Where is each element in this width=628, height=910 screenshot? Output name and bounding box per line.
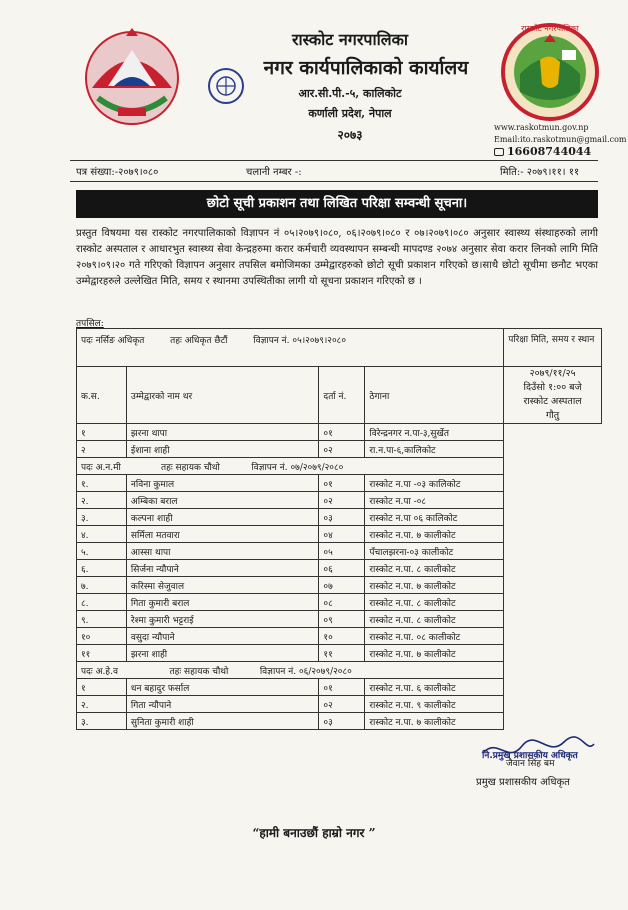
cell-name: धन बहादुर फर्साल (126, 679, 319, 696)
section3-post: पदः अ.हे.व (81, 666, 118, 677)
cell-address: रास्कोट न.पा. ७ कालीकोट (365, 713, 504, 730)
table-row (77, 611, 602, 628)
cell-address: रास्कोट न.पा ०६ कालिकोट (365, 509, 504, 526)
advertisement-label: विज्ञापन नं. ०५।२०७९।२०८० (253, 336, 347, 346)
cell-address: रास्कोट न.पा -०३ कालिकोट (365, 475, 504, 492)
col-sn: क.स. (77, 367, 127, 424)
cell-sn: ७. (77, 577, 127, 594)
notice-body: प्रस्तुत विषयमा यस रास्कोट नगरपालिकाको विज्ञापन नं ०५।२०७९।०८०, ०६।२०७९।०८० र ०७।२०७९।०८० अनुसार स्वास्थ्य संस्थाहरुको लागी रास्कोट अस्पताल र आधारभुत स्वास्थ्य सेवा केन्द्रहरुमा करार कर्मचारी व्यवस्थापन सम्बन्धी मापदण्ड २०७४ अनुसार सेवा करार लिनको लागि मिति २०७९।०९।२० गते गरिएको विज्ञापन अनुसार तपसिल बमोजिमका उम्मेद्वारहरुको छोटो सूची प्रकाशन गरिएको छ।साथै छोटो सूचीमा छनौट भएका उम्मेद्वारहरुले उल्लेखित मिति, समय र स्थानमा उपस्थितीका लागी यो सूचना प्रकाशन गरिएको छ । (76, 228, 598, 287)
candidate-table (76, 328, 602, 730)
table-row (77, 492, 602, 509)
cell-sn: ८. (77, 594, 127, 611)
slogan-text: “हामी बनाउछौं हाम्रो नगर ” (252, 826, 376, 840)
cell-sn: २ (77, 441, 127, 458)
municipality-name: रास्कोट नगरपालिका (291, 30, 409, 49)
letter-date: मिति:- २०७९।११। ११ (500, 167, 580, 178)
cell-name: गिता कुमारी बराल (126, 594, 319, 611)
signatory-title: प्रमुख प्रशासकीय अधिकृत (476, 777, 570, 788)
cell-address: रास्कोट न.पा. ७ कालीकोट (365, 577, 504, 594)
cell-name: सिर्जना न्यौपाने (126, 560, 319, 577)
exam-info-cell (504, 367, 602, 424)
letter-number: पत्र संख्या:-२०७९।०८० (76, 167, 159, 178)
group2-rows (77, 475, 602, 662)
section2-post: पदः अ.न.मी (81, 462, 121, 473)
cell-name: नविना कुमाल (126, 475, 319, 492)
cell-address: रास्कोट न.पा. ८ कालीकोट (365, 594, 504, 611)
cell-sn: ३. (77, 713, 127, 730)
cell-address: रास्कोट न.पा. ९ कालीकोट (365, 696, 504, 713)
post-info-cell (77, 329, 504, 367)
table-row (77, 424, 602, 441)
cell-address: विरेन्द्रनगर न.पा-३,सुर्खेत (365, 424, 504, 441)
cell-roll: ०१ (319, 424, 365, 441)
table-row (77, 526, 602, 543)
office-province: कर्णाली प्रदेश, नेपाल (308, 107, 392, 120)
post-label: पदः नर्सिङ अधिकृत (81, 336, 145, 346)
contact-block (494, 122, 626, 158)
municipality-logo (500, 22, 600, 122)
phone-icon (494, 148, 504, 156)
cell-name: ईशाना शाही (126, 441, 319, 458)
cell-sn: १ (77, 679, 127, 696)
cell-roll: ०६ (319, 560, 365, 577)
municipality-logo-text: रास्कोट नगरपालिका (521, 24, 579, 33)
cell-address: रास्कोट न.पा -०८ (365, 492, 504, 509)
table-row (77, 594, 602, 611)
website-text: www.raskotmun.gov.np (494, 123, 589, 132)
cell-roll: ०२ (319, 492, 365, 509)
details-label: तपसिल: (76, 319, 104, 329)
table-row (77, 543, 602, 560)
table-row (77, 560, 602, 577)
table-row (77, 509, 602, 526)
cell-roll: ०५ (319, 543, 365, 560)
cell-sn: १ (77, 424, 127, 441)
cell-roll: ०४ (319, 526, 365, 543)
cell-name: सुनिता कुमारी शाही (126, 713, 319, 730)
cell-sn: ५. (77, 543, 127, 560)
cell-name: वसुदा न्यौपाने (126, 628, 319, 645)
col-name: उम्मेद्वारको नाम थर (126, 367, 319, 424)
cell-sn: १० (77, 628, 127, 645)
cell-name: आस्सा थापा (126, 543, 319, 560)
cell-address: रास्कोट न.पा. ६ कालीकोट (365, 679, 504, 696)
cell-sn: ६. (77, 560, 127, 577)
cell-roll: ०२ (319, 441, 365, 458)
column-header-row (77, 367, 602, 424)
cell-sn: ३. (77, 509, 127, 526)
cell-address: रास्कोट न.पा. ८ कालीकोट (365, 611, 504, 628)
cell-address: रा.न.पा-६,कालिकोट (365, 441, 504, 458)
exam-venue: रास्कोट अस्पताल (523, 396, 582, 407)
exam-header-cell: परिक्षा मिति, समय र स्थान (504, 329, 602, 367)
cell-sn: २. (77, 492, 127, 509)
nepal-emblem-logo (78, 28, 186, 128)
section3-header (77, 662, 602, 679)
cell-sn: १. (77, 475, 127, 492)
table-row (77, 645, 602, 662)
established-year: २०७३ (337, 128, 363, 142)
cell-address: पँचालझरना-०३ कालीकोट (365, 543, 504, 560)
section2-level: तहः सहायक चौथो (160, 462, 220, 473)
divider-top (70, 160, 598, 161)
cell-roll: ०२ (319, 696, 365, 713)
dispatch-number: चलानी नम्बर -: (246, 167, 302, 178)
cell-name: झरना शाही (126, 645, 319, 662)
notice-title: छोटो सूची प्रकाशन तथा लिखित परिक्षा सम्वन्धी सूचना। (76, 190, 598, 218)
cell-name: झरना थापा (126, 424, 319, 441)
cell-roll: १० (319, 628, 365, 645)
col-address: ठेगाना (365, 367, 504, 424)
cell-address: रास्कोट न.पा. ०८ कालीकोट (365, 628, 504, 645)
cell-roll: ०९ (319, 611, 365, 628)
cell-name: सर्मिला मतवारा (126, 526, 319, 543)
exam-time: दिउँसो १:०० बजे (523, 382, 582, 393)
cell-name: गिता न्यौपाने (126, 696, 319, 713)
exam-place: गौतु (545, 410, 560, 421)
signature-stamp-text: नि.प्रमुख प्रशासकीय अधिकृत (482, 751, 578, 761)
cell-roll: ०१ (319, 475, 365, 492)
cell-sn: ११ (77, 645, 127, 662)
table-row (77, 628, 602, 645)
table-row (77, 475, 602, 492)
phone-number: 16608744044 (507, 145, 592, 158)
email-text: Email:ito.raskotmun@gmail.com (494, 135, 627, 144)
cell-address: रास्कोट न.पा. ८ कालीकोट (365, 560, 504, 577)
cell-roll: ०३ (319, 713, 365, 730)
cell-sn: ९. (77, 611, 127, 628)
col-roll: दर्ता नं. (319, 367, 365, 424)
cell-name: अम्बिका बराल (126, 492, 319, 509)
cell-sn: २. (77, 696, 127, 713)
cell-roll: ०१ (319, 679, 365, 696)
level-label: तहः अधिकृत छैटौं (170, 336, 228, 346)
section2-adv: विज्ञापन नं. ०७/२०७९/२०८० (251, 462, 344, 473)
table-header-row (77, 329, 602, 367)
office-name: नगर कार्यपालिकाको कार्यालय (263, 57, 469, 79)
section2-header (77, 458, 602, 475)
exam-date: २०७९/११/२५ (529, 368, 576, 379)
phone-line (494, 146, 626, 158)
cell-name: कल्पना शाही (126, 509, 319, 526)
signatory-name: जैवान सिंह बम (506, 759, 555, 769)
cell-name: रेश्मा कुमारी भट्टराई (126, 611, 319, 628)
table-row (77, 696, 602, 713)
cell-roll: ११ (319, 645, 365, 662)
section3-adv: विज्ञापन नं. ०६/२०७९/२०८० (259, 666, 352, 677)
table-row (77, 441, 602, 458)
cell-name: करिस्मा सेजुवाल (126, 577, 319, 594)
cell-roll: ०८ (319, 594, 365, 611)
cell-roll: ०७ (319, 577, 365, 594)
table-row (77, 679, 602, 696)
group3-rows (77, 679, 602, 730)
table-row (77, 577, 602, 594)
office-address: आर.सी.पी.-५, कालिकोट (298, 87, 402, 100)
cell-address: रास्कोट न.पा. ७ कालीकोट (365, 526, 504, 543)
cell-address: रास्कोट न.पा. ७ कालीकोट (365, 645, 504, 662)
cell-roll: ०३ (319, 509, 365, 526)
divider-bottom (70, 181, 598, 182)
group1-rows (77, 424, 602, 458)
cell-sn: ४. (77, 526, 127, 543)
section3-level: तहः सहायक चौथो (169, 666, 229, 677)
table-row (77, 713, 602, 730)
